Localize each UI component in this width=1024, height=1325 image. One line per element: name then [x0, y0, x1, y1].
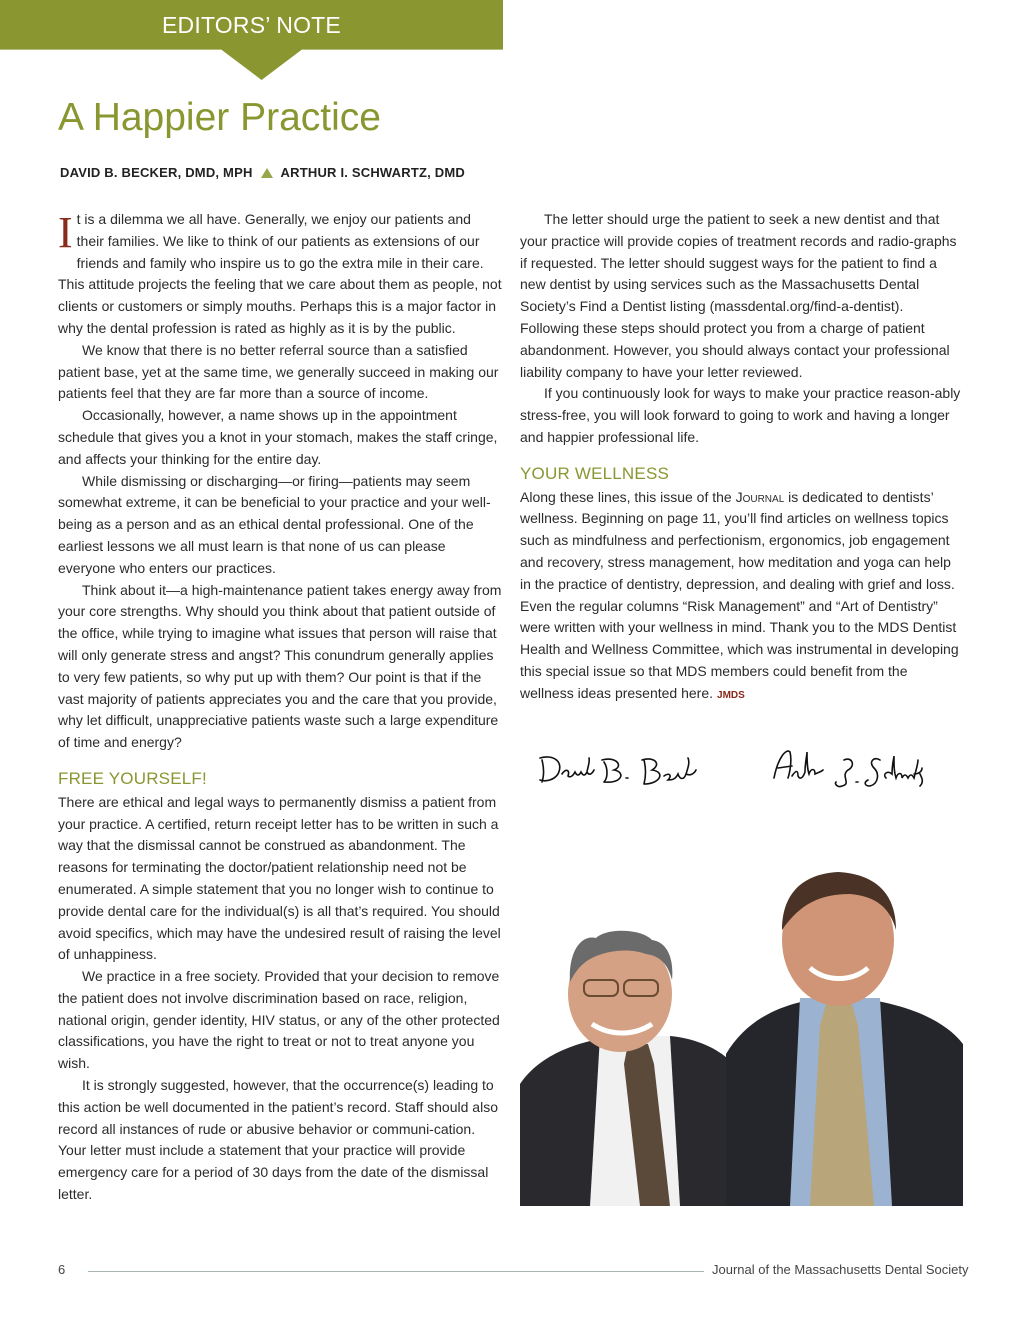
byline [60, 165, 465, 180]
paragraph-8: It is strongly suggested, however, that the occurrence(s) leading to this action be well documented in the patient’s record. Staff should also record all instances of rude or abusive behavior or communi-cation. Your letter must include a statement that your practice will provide emergency care for a period of 30 days from the date of the dismissal letter. [58, 1077, 498, 1203]
signature-text-1: David B. Becker [534, 796, 542, 797]
drop-cap: I [58, 208, 73, 257]
paragraph-1-text: t is a dilemma we all have. Generally, we enjoy our patients and their families. We like to think of our patients as extensions of our friends and family who inspire us to go the extra mile in their care. This attitude projects the feeling that we care about them as people, not clients or customers or simply mouths. Perhaps this is a major factor in why the dental profession is rated as highly as it is by the public. [58, 211, 502, 336]
paragraph-7: We practice in a free society. Provided that your decision to remove the patient does not involve discrimination based on race, religion, national origin, gender identity, HIV status, or any of the other protected classifications, you have the right to treat or not to treat anyone you wish. [58, 968, 500, 1072]
paragraph-1 [58, 209, 502, 340]
paragraph-2: We know that there is no better referral source than a satisfied patient base, yet at the same time, we generally succeed in making our patients feel that they are far more than a source of income. [58, 341, 499, 402]
signature-becker [540, 757, 696, 784]
paragraph-11 [520, 487, 964, 707]
paragraph-11-text-a: Along these lines, this issue of the [520, 488, 736, 505]
author-2: ARTHUR I. SCHWARTZ, DMD [280, 165, 465, 180]
journal-name: Journal of the Massachusetts Dental Society [712, 1262, 969, 1277]
journal-word: Journal [735, 488, 785, 505]
page-number: 6 [58, 1262, 66, 1277]
signatures [534, 738, 964, 798]
page-title: A Happier Practice [58, 96, 381, 139]
author-1: DAVID B. BECKER, DMD, MPH [60, 165, 253, 180]
signature-text-2: Arthur I. Schwartz [774, 796, 782, 797]
section-heading-your-wellness: YOUR WELLNESS [520, 463, 670, 483]
left-column [58, 209, 502, 1206]
paragraph-9: The letter should urge the patient to seek a new dentist and that your practice will provide copies of treatment records and radio-graphs if requested. The letter should suggest ways for the patient to find a new dentist by using services such as the Massachusetts Dental Society’s Find a Dentist listing (massdental.org/find-a-dentist). Following these steps should protect you from a charge of patient abandonment. However, you should always contact your professional liability company to have your letter reviewed. [520, 211, 957, 380]
editors-photo [520, 864, 963, 1206]
paragraph-4: While dismissing or discharging—or firing—patients may seem somewhat extreme, it can be beneficial to your practice and your well-being as a person and as an ethical dental professional. One of the earliest lessons we all must learn is that none of us can please everyone who enters our practices. [58, 472, 491, 576]
banner-label: EDITORS’ NOTE [162, 11, 341, 38]
footer-divider [88, 1271, 704, 1272]
paragraph-11-text-b: is dedicated to dentists’ wellness. Beginning on page 11, you’ll find articles on wellness topics such as mindfulness and perfectionism, ergonomics, job engagement and recovery, stress management, how meditation and yoga can help in the practice of dentistry, depression, and dealing with grief and loss. Even the regular columns “Risk Management” and “Art of Dentistry” were written with your wellness in mind. Thank you to the MDS Dentist Health and Wellness Committee, which was instrumental in developing this special issue so that MDS members could benefit from the wellness ideas presented here. [520, 488, 959, 701]
paragraph-3: Occasionally, however, a name shows up in the appointment schedule that gives you a knot in your stomach, makes the staff cringe, and affects your thinking for the entire day. [58, 407, 498, 467]
section-heading-free-yourself: FREE YOURSELF! [58, 768, 207, 788]
jmds-end-mark: JMDS [717, 689, 745, 701]
right-column [520, 209, 964, 707]
paragraph-5: Think about it—a high-maintenance patient takes energy away from your core strengths. Why should you think about that patient outside of the office, while trying to imagine what issues that person will raise that will only generate stress and angst? This conundrum generally applies to very few patients, so why put up with them? Our point is that if the vast majority of patients appreciates you and the care that you provide, why let difficult, unappreciative patients waste such a large expenditure of time and energy? [58, 581, 502, 751]
signature-schwartz [774, 751, 922, 786]
triangle-separator-icon [261, 168, 273, 178]
paragraph-10: If you continuously look for ways to make your practice reason-ably stress-free, you will look forward to going to work and having a longer and happier professional life. [520, 385, 961, 445]
paragraph-6: There are ethical and legal ways to permanently dismiss a patient from your practice. A certified, return receipt letter has to be written in such a way that the dismissal cannot be construed as abandonment. The reasons for terminating the doctor/patient relationship need not be enumerated. A simple statement that you no longer wish to continue to provide dental care for the individual(s) is all that’s required. You should avoid specifics, which may have the undesired result of raising the level of unhappiness. [58, 793, 501, 963]
